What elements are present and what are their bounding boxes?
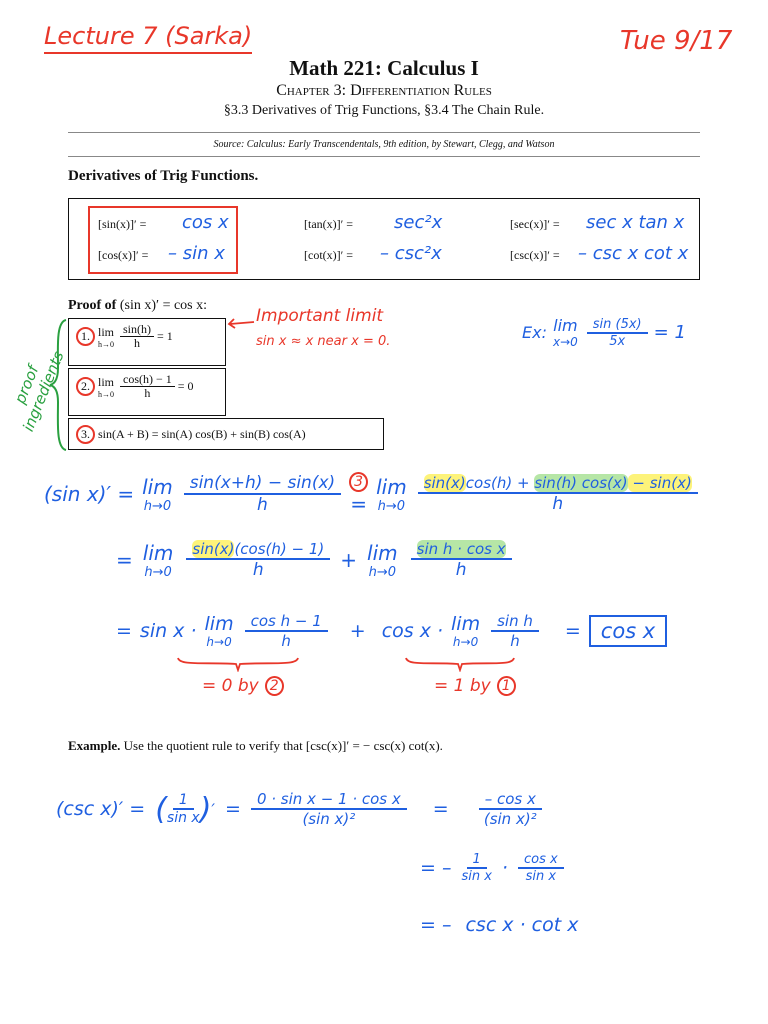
derivation-line-1 xyxy=(44,472,698,516)
deriv-l3-b-den: h xyxy=(510,632,520,650)
ex2-f1-num: 1 xyxy=(173,792,194,810)
deriv-l2-b-den: h xyxy=(455,560,467,580)
proof-item-2-sub: h→0 xyxy=(98,389,114,399)
proof-heading-bold: Proof of xyxy=(68,298,117,313)
trig-lhs-sin: [sin(x)]′ = xyxy=(98,217,147,231)
deriv-l3-plus: + xyxy=(349,620,366,642)
deriv-frac2-c: sin(h) cos(x) xyxy=(534,474,628,492)
course-title: Math 221: Calculus I xyxy=(289,56,479,80)
trig-heading: Derivatives of Trig Functions. xyxy=(68,168,259,184)
deriv-l2-plus: + xyxy=(340,548,358,572)
deriv-l3-a-den: h xyxy=(281,632,291,650)
example2-line-3 xyxy=(420,914,578,936)
deriv-l2-lim-1: lim xyxy=(142,540,174,565)
proof-item-3-text: sin(A + B) = sin(A) cos(B) + sin(B) cos(A) xyxy=(98,427,306,441)
lecture-note: Lecture 7 (Sarka) xyxy=(44,22,252,54)
deriv-l3-b: cos x · xyxy=(381,620,444,642)
deriv-lim-2: lim xyxy=(376,474,407,499)
ex2-l3-expr: csc x · cot x xyxy=(465,914,579,936)
deriv-l3-lim-1: lim xyxy=(204,613,234,635)
proof-item-1-number: 1. xyxy=(76,327,95,346)
proof-item-2-result: = 0 xyxy=(177,379,194,394)
deriv-l2-a-den: h xyxy=(252,560,264,580)
ex2-f2-num: 0 · sin x − 1 · cos x xyxy=(251,790,407,810)
trig-rhs-cot: – csc²x xyxy=(380,243,442,264)
ex2-eq-1: = xyxy=(225,798,241,820)
deriv-l3-result-eq: = xyxy=(564,620,581,642)
important-limit-title: Important limit xyxy=(256,306,384,326)
trig-rhs-csc: – csc x cot x xyxy=(578,243,689,264)
deriv-l2-eq: = xyxy=(116,548,133,572)
proof-item-3 xyxy=(76,425,306,444)
deriv-lhs: (sin x)′ = xyxy=(44,482,135,506)
rule-top xyxy=(68,132,700,133)
trig-rhs-sec: sec x tan x xyxy=(586,212,685,233)
deriv-frac2-a: sin(x) xyxy=(423,474,466,492)
ex2-l2-f1-den: sin x xyxy=(461,869,492,884)
trig-rhs-tan: sec²x xyxy=(394,212,443,233)
proof-item-1-result: = 1 xyxy=(157,329,173,344)
example2-label: Example. xyxy=(68,738,121,753)
example-num: sin (5x) xyxy=(587,317,648,334)
source-line: Source: Calculus: Early Transcendentals, 9th edition, by Stewart, Clegg, and Watson xyxy=(213,139,555,150)
deriv-frac2-b: cos(h) + xyxy=(465,474,535,492)
deriv-l2-b: sin h · cos x xyxy=(416,540,506,558)
deriv-l3-a: sin x · xyxy=(139,620,197,642)
deriv-eq-1: = xyxy=(350,492,367,516)
proof-item-3-number: 3. xyxy=(76,425,95,444)
note-one-text: = 1 by xyxy=(434,676,491,696)
deriv-lim-1: lim xyxy=(142,474,173,499)
proof-item-2-number: 2. xyxy=(76,377,95,396)
deriv-l3-b-num: sin h xyxy=(491,612,539,632)
ex2-l2-f1-num: 1 xyxy=(467,852,487,869)
proof-item-1-den: h xyxy=(134,336,141,351)
ex2-f3-den: (sin x)² xyxy=(483,810,537,828)
trig-lhs-sec: [sec(x)]′ = xyxy=(510,217,560,231)
trig-lhs-cos: [cos(x)]′ = xyxy=(98,248,149,262)
trig-rhs-cos: – sin x xyxy=(168,243,225,264)
note-equals-one xyxy=(434,676,516,696)
note-zero-ref: 2 xyxy=(265,676,284,696)
deriv-l3-sub-2: h→0 xyxy=(452,635,479,649)
proof-item-2-den: h xyxy=(144,386,151,401)
note-equals-zero xyxy=(202,676,284,696)
ex2-eq-2: = xyxy=(432,798,449,820)
proof-heading xyxy=(68,298,207,314)
proof-item-1 xyxy=(76,323,173,350)
note-zero-text: = 0 by xyxy=(202,676,259,696)
deriv-l3-eq: = xyxy=(116,620,132,642)
example2-statement xyxy=(68,738,443,754)
trig-lhs-tan: [tan(x)]′ = xyxy=(304,217,354,231)
proof-side-note: proof ingredients xyxy=(10,348,68,435)
sections-line: §3.3 Derivatives of Trig Functions, §3.4 The Chain Rule. xyxy=(223,103,545,118)
deriv-l3-lim-2: lim xyxy=(451,613,481,635)
ex2-l3-eq: = – xyxy=(420,914,452,936)
deriv-final-result: cos x xyxy=(589,615,667,647)
ex2-l2-dot: · xyxy=(501,857,508,879)
red-brace-2-icon xyxy=(404,656,516,672)
proof-item-1-sub: h→0 xyxy=(98,339,114,349)
rule-bottom xyxy=(68,156,700,157)
example2-text: Use the quotient rule to verify that [csc(x)]′ = − csc(x) cot(x). xyxy=(123,738,443,753)
example-den: 5x xyxy=(609,333,626,349)
deriv-sub-2: h→0 xyxy=(377,498,406,514)
important-limit-sub: sin x ≈ x near x = 0. xyxy=(256,334,391,349)
proof-heading-math: (sin x)′ = cos x: xyxy=(119,298,208,313)
date-note: Tue 9/17 xyxy=(620,26,733,56)
derivation-line-3 xyxy=(116,612,667,650)
example-lim: lim xyxy=(553,316,578,335)
deriv-l2-a1: sin(x) xyxy=(192,540,235,558)
arrow-left-icon xyxy=(226,316,256,330)
derivation-line-2 xyxy=(116,540,512,580)
trig-lhs-csc: [csc(x)]′ = xyxy=(510,248,560,262)
red-brace-1-icon xyxy=(176,656,300,672)
ex2-l2-f2-den: sin x xyxy=(525,869,557,884)
ex2-f2-den: (sin x)² xyxy=(302,810,356,828)
example-sub: x→0 xyxy=(552,335,578,349)
ex2-l2-eq: = – xyxy=(420,857,452,879)
note-one-ref: 1 xyxy=(497,676,516,696)
example-limit xyxy=(522,316,686,349)
example2-line-1: (csc x)′ = ( $\frac{1}{\text{sin x}}$ ) ′ = $\frac{\text{0 · sin x − 1 · cos x}}{\text{(sin x)²}}$ = $\frac{\text{– cos x}}{\text{(sin x)²}}$ xyxy=(56,790,542,828)
deriv-l2-sub-1: h→0 xyxy=(144,564,172,580)
deriv-l2-sub-2: h→0 xyxy=(368,564,397,580)
deriv-frac1-num: sin(x+h) − sin(x) xyxy=(184,473,341,495)
deriv-frac2-d: − sin(x) xyxy=(627,474,692,492)
proof-item-2-lim: lim xyxy=(98,374,115,389)
ex2-f1-den: sin x xyxy=(166,810,200,826)
deriv-frac1-den: h xyxy=(257,495,268,515)
trig-rhs-sin: cos x xyxy=(182,212,229,233)
proof-item-2 xyxy=(76,373,194,400)
deriv-sub-1: h→0 xyxy=(143,498,172,514)
ex2-prime: ′ xyxy=(211,799,216,819)
example2-line-2 xyxy=(420,852,564,884)
deriv-ref-3: 3 xyxy=(349,472,368,492)
deriv-l2-a2: (cos(h) − 1) xyxy=(234,540,325,558)
trig-lhs-cot: [cot(x)]′ = xyxy=(304,248,354,262)
chapter-title: Chapter 3: Differentiation Rules xyxy=(276,82,492,99)
deriv-l2-lim-2: lim xyxy=(367,540,398,565)
deriv-l3-a-num: cos h − 1 xyxy=(245,612,328,632)
ex2-lhs: (csc x)′ = xyxy=(56,798,146,820)
deriv-l3-sub-1: h→0 xyxy=(206,635,232,649)
ex2-l2-f2-num: cos x xyxy=(518,852,564,869)
proof-item-1-lim: lim xyxy=(98,324,115,339)
proof-item-1-num: sin(h) xyxy=(120,323,154,337)
example-result: = 1 xyxy=(653,322,686,343)
proof-item-2-num: cos(h) − 1 xyxy=(120,373,175,387)
example-ex: Ex: xyxy=(522,323,547,342)
ex2-f3-num: – cos x xyxy=(479,790,542,810)
deriv-frac2-den: h xyxy=(552,494,564,514)
